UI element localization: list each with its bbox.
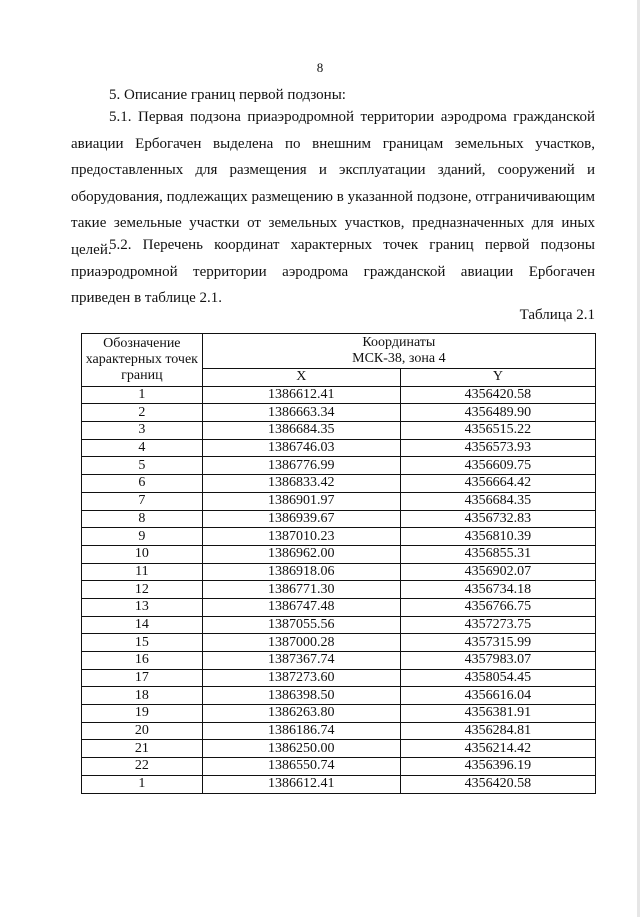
cell-x: 1386612.41	[202, 775, 400, 793]
cell-x: 1387273.60	[202, 669, 400, 687]
table-body	[82, 386, 596, 793]
cell-y: 4356396.19	[400, 758, 595, 776]
cell-point-number: 14	[82, 616, 203, 634]
table-row	[82, 545, 596, 563]
cell-x: 1386398.50	[202, 687, 400, 705]
cell-x: 1386918.06	[202, 563, 400, 581]
header-point-designation	[82, 334, 203, 387]
table-row	[82, 687, 596, 705]
table-row	[82, 510, 596, 528]
header-coords-line1: Координаты	[362, 335, 436, 350]
cell-x: 1386612.41	[202, 386, 400, 404]
table-row	[82, 528, 596, 546]
cell-y: 4356381.91	[400, 705, 595, 723]
cell-y: 4356664.42	[400, 475, 595, 493]
cell-y: 4356420.58	[400, 775, 595, 793]
cell-point-number: 10	[82, 545, 203, 563]
cell-x: 1386901.97	[202, 492, 400, 510]
cell-y: 4357983.07	[400, 652, 595, 670]
header-point-line2: характерных точек	[85, 351, 198, 367]
table-row	[82, 492, 596, 510]
cell-y: 4356766.75	[400, 598, 595, 616]
table-row	[82, 386, 596, 404]
paragraph-5-1-text: 5.1. Первая подзона приаэродромной территории аэродрома гражданской авиации Ербогачен выделена по внешним границам земельных участков, предоставленных для размещения и эксплуатации зданий, сооружений и оборудования, подлежащих размещению в указанной подзоне, отграничивающим такие земельные участки от земельных участков, предназначенных для иных целей.	[71, 109, 595, 258]
cell-y: 4356515.22	[400, 422, 595, 440]
paragraph-5-2	[71, 232, 595, 312]
cell-point-number: 18	[82, 687, 203, 705]
cell-point-number: 6	[82, 475, 203, 493]
cell-x: 1386263.80	[202, 705, 400, 723]
table-row	[82, 598, 596, 616]
cell-point-number: 16	[82, 652, 203, 670]
table-row	[82, 422, 596, 440]
header-point-line1: Обозначение	[103, 335, 181, 351]
cell-x: 1386771.30	[202, 581, 400, 599]
table-row	[82, 652, 596, 670]
cell-point-number: 1	[82, 386, 203, 404]
cell-point-number: 8	[82, 510, 203, 528]
cell-y: 4356732.83	[400, 510, 595, 528]
cell-point-number: 13	[82, 598, 203, 616]
cell-x: 1386250.00	[202, 740, 400, 758]
header-y: Y	[400, 369, 595, 387]
cell-x: 1386939.67	[202, 510, 400, 528]
header-x: X	[202, 369, 400, 387]
cell-y: 4356616.04	[400, 687, 595, 705]
table-row	[82, 740, 596, 758]
table-row	[82, 722, 596, 740]
cell-point-number: 9	[82, 528, 203, 546]
cell-point-number: 17	[82, 669, 203, 687]
cell-x: 1387055.56	[202, 616, 400, 634]
cell-point-number: 21	[82, 740, 203, 758]
cell-x: 1386684.35	[202, 422, 400, 440]
cell-x: 1386962.00	[202, 545, 400, 563]
coordinates-table	[81, 333, 596, 794]
table-row	[82, 581, 596, 599]
cell-point-number: 5	[82, 457, 203, 475]
table-row	[82, 616, 596, 634]
cell-x: 1386776.99	[202, 457, 400, 475]
section-heading: 5. Описание границ первой подзоны:	[109, 87, 346, 103]
table-row	[82, 705, 596, 723]
cell-point-number: 12	[82, 581, 203, 599]
cell-point-number: 1	[82, 775, 203, 793]
cell-y: 4358054.45	[400, 669, 595, 687]
cell-x: 1387010.23	[202, 528, 400, 546]
cell-point-number: 3	[82, 422, 203, 440]
cell-y: 4356214.42	[400, 740, 595, 758]
cell-y: 4356810.39	[400, 528, 595, 546]
paragraph-5-2-text: 5.2. Перечень координат характерных точек границ первой подзоны приаэродромной территории аэродрома гражданской авиации Ербогачен приведен в таблице 2.1.	[71, 237, 595, 306]
table-caption: Таблица 2.1	[519, 307, 595, 323]
table-row	[82, 634, 596, 652]
cell-y: 4356573.93	[400, 439, 595, 457]
table-row	[82, 669, 596, 687]
cell-y: 4357315.99	[400, 634, 595, 652]
page-number: 8	[316, 60, 324, 75]
table-row	[82, 457, 596, 475]
cell-y: 4356855.31	[400, 545, 595, 563]
cell-point-number: 22	[82, 758, 203, 776]
cell-x: 1386186.74	[202, 722, 400, 740]
cell-y: 4356284.81	[400, 722, 595, 740]
table-row	[82, 475, 596, 493]
cell-x: 1386746.03	[202, 439, 400, 457]
cell-y: 4356420.58	[400, 386, 595, 404]
table-row	[82, 404, 596, 422]
table-row	[82, 439, 596, 457]
cell-point-number: 2	[82, 404, 203, 422]
cell-x: 1387000.28	[202, 634, 400, 652]
cell-y: 4356489.90	[400, 404, 595, 422]
header-point-line3: границ	[121, 367, 163, 383]
cell-point-number: 19	[82, 705, 203, 723]
cell-point-number: 4	[82, 439, 203, 457]
cell-point-number: 20	[82, 722, 203, 740]
cell-x: 1386550.74	[202, 758, 400, 776]
cell-x: 1387367.74	[202, 652, 400, 670]
header-coordinates	[202, 334, 595, 369]
table-header-row	[82, 334, 596, 369]
header-coords-line2: МСК-38, зона 4	[352, 351, 446, 366]
cell-y: 4356734.18	[400, 581, 595, 599]
table-row	[82, 563, 596, 581]
cell-point-number: 15	[82, 634, 203, 652]
cell-y: 4356609.75	[400, 457, 595, 475]
cell-point-number: 11	[82, 563, 203, 581]
cell-y: 4357273.75	[400, 616, 595, 634]
cell-x: 1386833.42	[202, 475, 400, 493]
cell-y: 4356902.07	[400, 563, 595, 581]
cell-x: 1386747.48	[202, 598, 400, 616]
table-row	[82, 775, 596, 793]
cell-x: 1386663.34	[202, 404, 400, 422]
cell-y: 4356684.35	[400, 492, 595, 510]
cell-point-number: 7	[82, 492, 203, 510]
table-row	[82, 758, 596, 776]
